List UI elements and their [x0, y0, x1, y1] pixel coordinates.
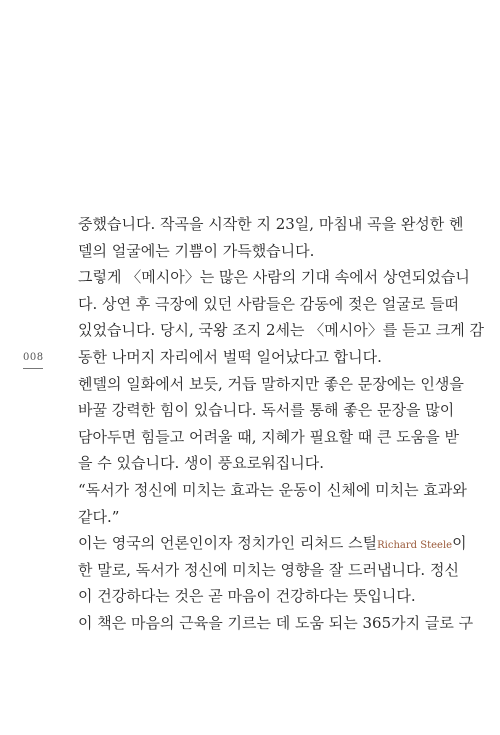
text-line-14: 한 말로, 독서가 정신에 미치는 영향을 잘 드러냅니다. 정신	[78, 560, 459, 579]
text-line-10: 을 수 있습니다. 생이 풍요로워집니다.	[78, 454, 324, 473]
text-line-3: 그렇게 〈메시아〉는 많은 사람의 기대 속에서 상연되었습니	[78, 268, 470, 287]
richard-steele-annotation: Richard Steele	[377, 540, 453, 552]
quote-line-1: “독서가 정신에 미치는 효과는 운동이 신체에 미치는 효과와	[78, 480, 467, 499]
page-number-rule	[23, 368, 43, 369]
text-line-4: 다. 상연 후 극장에 있던 사람들은 감동에 젖은 얼굴로 들떠	[78, 294, 459, 313]
text-line-15: 이 건강하다는 것은 곧 마음이 건강하다는 뜻입니다.	[78, 587, 416, 606]
page-number: 008	[23, 352, 44, 363]
body-text	[78, 211, 485, 637]
text-line-9: 담아두면 힘들고 어려울 때, 지혜가 필요할 때 큰 도움을 받	[78, 427, 459, 446]
text-line-5: 있었습니다. 당시, 국왕 조지 2세는 〈메시아〉를 듣고 크게 감	[78, 321, 485, 340]
quote-line-2: 같다.”	[78, 507, 120, 526]
text-line-16: 이 책은 마음의 근육을 기르는 데 도움 되는 365가지 글로 구	[78, 613, 474, 632]
text-line-8: 바꿀 강력한 힘이 있습니다. 독서를 통해 좋은 문장을 많이	[78, 401, 455, 420]
text-line-2: 델의 얼굴에는 기쁨이 가득했습니다.	[78, 241, 315, 260]
text-line-6: 동한 나머지 자리에서 벌떡 일어났다고 합니다.	[78, 347, 382, 366]
steele-line-before: 이는 영국의 언론인이자 정치가인 리처드 스틸	[78, 534, 378, 553]
steele-line-after: 이	[452, 534, 467, 553]
steele-line	[78, 530, 467, 557]
text-line-7: 헨델의 일화에서 보듯, 거듭 말하지만 좋은 문장에는 인생을	[78, 374, 464, 393]
text-line-1: 중했습니다. 작곡을 시작한 지 23일, 마침내 곡을 완성한 헨	[78, 215, 464, 233]
